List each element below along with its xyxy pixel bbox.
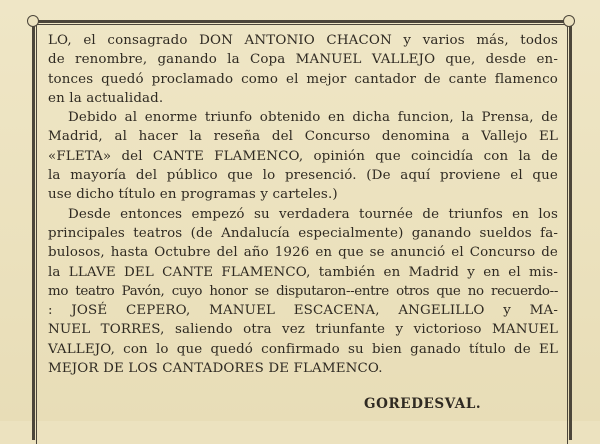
text-line: en la actualidad. — [48, 90, 164, 106]
text-line: NUEL TORRES, saliendo otra vez triunfante y victorioso MANUEL — [48, 322, 558, 338]
text-line: use dicho título en programas y carteles.) — [48, 187, 338, 203]
text-line: la mayoría del público que lo presenció. (De aquí proviene el que — [48, 168, 558, 184]
text-line: tonces quedó proclamado como el mejor cantador de cante flamenco — [48, 71, 558, 87]
text-line: la LLAVE DEL CANTE FLAMENCO, también en Madrid y en el mis- — [48, 264, 558, 280]
corner-ornament — [563, 15, 575, 27]
text-line: «FLETA» del CANTE FLAMENCO, opinión que coincidía con la de — [48, 148, 558, 164]
article-body — [48, 31, 558, 378]
text-line: Madrid, al hacer la reseña del Concurso denomina a Vallejo EL — [48, 129, 558, 145]
signature: GOREDESVAL. — [364, 396, 482, 412]
text-line: de renombre, ganando la Copa MANUEL VALLEJO que, desde en- — [48, 52, 558, 68]
text-line: mo teatro Pavón, cuyo honor se disputaron--entre otros que no recuerdo-- — [48, 283, 558, 299]
text-line: bulosos, hasta Octubre del año 1926 en que se anunció el Concurso de — [48, 245, 558, 261]
text-line: Desde entonces empezó su verdadera tournée de triunfos en los — [68, 206, 558, 222]
corner-ornament — [27, 15, 39, 27]
text-line: LO, el consagrado DON ANTONIO CHACON y varios más, todos — [48, 33, 558, 48]
text-line: principales teatros (de Andalucía especialmente) ganando sueldos fa- — [48, 225, 558, 241]
text-line: VALLEJO, con lo que quedó confirmado su bien ganado título de EL — [48, 341, 558, 357]
text-line: MEJOR DE LOS CANTADORES DE FLAMENCO. — [48, 361, 383, 377]
text-line: : JOSÉ CEPERO, MANUEL ESCACENA, ANGELILLO y MA- — [48, 303, 558, 319]
text-line: Debido al enorme triunfo obtenido en dicha funcion, la Prensa, de — [68, 110, 558, 126]
